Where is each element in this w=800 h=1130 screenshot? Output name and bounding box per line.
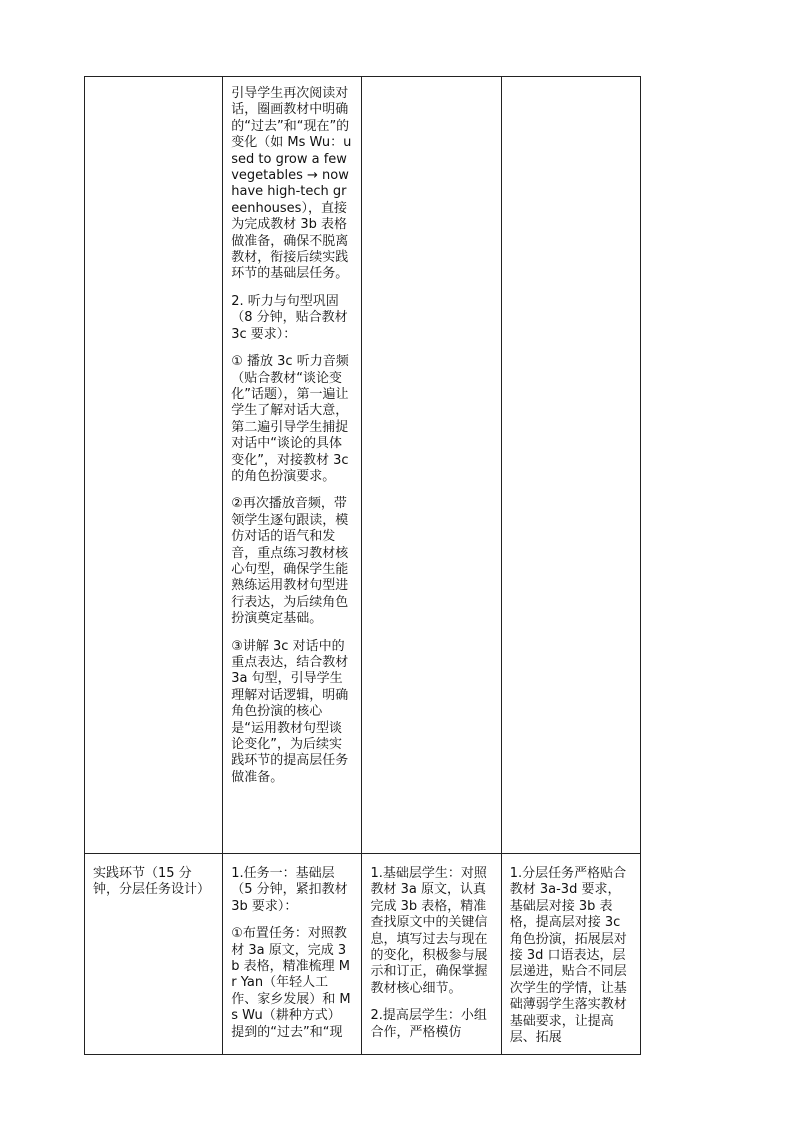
cell-content [85,77,222,92]
cell-paragraph: 引导学生再次阅读对话，圈画教材中明确的“过去”和“现在”的变化（如 Ms Wu：used to grow a few vegetables → now have high-tech greenhouses），直接为完成教材 3b 表格做准备，确保不脱离教材，衔接后续实践环节的基础层任务。 [231,86,352,282]
table-cell [501,77,640,854]
cell-paragraph: 2.提高层学生：小组合作，严格模仿 [370,1008,487,1040]
table-row [85,854,641,1055]
cell-paragraph: 1.基础层学生：对照教材 3a 原文，认真完成 3b 表格，精准查找原文中的关键信息，填写过去与现在的变化，积极参与展示和订正，确保掌握教材核心细节。 [370,866,488,996]
cell-paragraph: ① 播放 3c 听力音频（贴合教材“谈论变化”话题），第一遍让学生了解对话大意，第二遍引导学生捕捉对话中“谈论的具体变化”，对接教材 3c 的角色扮演要求。 [231,354,349,484]
cell-content [502,854,640,1054]
cell-paragraph: ③讲解 3c 对话中的重点表达，结合教材 3a 句型，引导学生理解对话逻辑，明确角色扮演的核心是“运用教材句型谈论变化”，为后续实践环节的提高层任务做准备。 [231,638,349,785]
cell-content [85,854,222,1054]
cell-paragraph: ②再次播放音频，带领学生逐句跟读，模仿对话的语气和发音，重点练习教材核心句型，确保学生能熟练运用教材句型进行表达，为后续角色扮演奠定基础。 [231,496,349,627]
cell-content [362,77,500,92]
cell-content [502,77,640,92]
table-cell [223,77,362,854]
table-cell [223,854,362,1055]
cell-paragraph: ①布置任务：对照教材 3a 原文，完成 3b 表格，精准梳理 Mr Yan（年轻人工作、家乡发展）和 Ms Wu（耕种方式）提到的“过去”和“现 [231,926,351,1040]
cell-content [223,854,361,1054]
table-cell [362,854,501,1055]
table-cell [85,854,223,1055]
table-cell [362,77,501,854]
table-cell [85,77,223,854]
table-row [85,77,641,854]
cell-content [362,854,500,1054]
cell-paragraph: 2. 听力与句型巩固（8 分钟，贴合教材 3c 要求）： [231,293,348,342]
table-cell [501,854,640,1055]
cell-paragraph: 实践环节（15 分钟，分层任务设计） [93,866,211,898]
lesson-plan-table [84,76,641,1055]
cell-paragraph: 1.任务一：基础层（5 分钟，紧扣教材 3b 要求）： [231,866,348,914]
cell-content [223,77,361,792]
cell-paragraph: 1.分层任务严格贴合教材 3a-3d 要求，基础层对接 3b 表格，提高层对接 3c 角色扮演，拓展层对接 3d 口语表达，层层递进，贴合不同层次学生的学情，让基础薄弱学生落实教材基础要求，让提高层、拓展 [509,866,627,1046]
